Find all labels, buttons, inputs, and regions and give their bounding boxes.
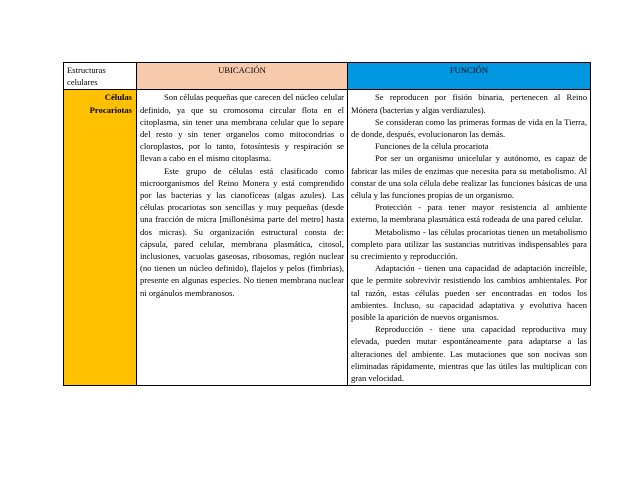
ubicacion-paragraph: Son células pequeñas que carecen del núcleo celular definido, ya que su cromosoma circular flota en el citoplasma, sin tener una membrana celular que lo separe del resto y sin tener organelos como mitocondrias o cloroplastos, por lo tanto, fotosíntesis y respiración se llevan a cabo en el mismo citoplasma. <box>140 92 344 164</box>
table-header-row <box>64 63 591 90</box>
funcion-paragraph: Reproducción - tiene una capacidad reproductiva muy elevada, pueden mutar espontáneamente para adaptarse a las alteraciones del ambiente. Las mutaciones que son nocivas son eliminadas rápidamente, mientras que las útiles las multiplican con gran velocidad. <box>351 324 587 384</box>
ubicacion-cell <box>137 90 348 386</box>
cell-structure-table <box>63 62 591 386</box>
header-estructuras: Estructuras celulares <box>64 63 137 90</box>
table-row <box>64 90 591 386</box>
header-funcion: FUNCIÓN <box>348 63 591 90</box>
funcion-paragraph: Se reproducen por fisión binaria, pertenecen al Reino Mónera (bacterias y algas verdiazules). <box>351 92 587 115</box>
funcion-paragraph: Metabolismo - las células procariotas tienen un metabolismo completo para utilizar las sustancias nutritivas indispensables para su crecimiento y reproducción. <box>351 226 587 262</box>
funcion-paragraph: Protección - para tener mayor resistencia al ambiente externo, la membrana plasmática está rodeada de una pared celular. <box>351 202 587 225</box>
funcion-paragraph: Por ser un organismo unicelular y autónomo, es capaz de fabricar las miles de enzimas que necesita para su metabolismo. Al constar de una sola célula debe realizar las funciones básicas de una célula y las funciones propias de un organismo. <box>351 153 587 201</box>
ubicacion-paragraph: Este grupo de células está clasificado como microorganismos del Reino Monera y está comprendido por las bacterias y las cianofíceas (algas azules). Las células procariotas son sencillas y muy pequeñas (desde una fracción de micra [millonésima parte del metro] hasta dos micras). Su organización estructural consta de: cápsula, pared celular, membrana plasmática, citosol, inclusiones, vacuolas gaseosas, ribosomas, región nuclear (no tienen un núcleo definido), flajelos y pelos (fimbrias), presente en algunas especies. No tienen membrana nuclear ni orgánulos membranosos. <box>140 165 344 298</box>
header-ubicacion: UBICACIÓN <box>137 63 348 90</box>
funcion-subheading: Funciones de la célula procariota <box>375 141 489 152</box>
funcion-cell <box>348 90 591 386</box>
row-label-procariotas: Células Procariotas <box>64 90 137 386</box>
funcion-paragraph: Adaptación - tienen una capacidad de adaptación increíble, que le permite sobrevivir resistiendo los cambios ambientales. Por tal razón, estas células pueden ser encontradas en todos los ambientes. Incluso, su capacidad adaptativa y evolutiva hacen posible la aparición de nuevos organismos. <box>351 263 587 323</box>
funcion-paragraph: Se consideran como las primeras formas de vida en la Tierra, de donde, después, evolucionaron las demás. <box>351 116 587 140</box>
